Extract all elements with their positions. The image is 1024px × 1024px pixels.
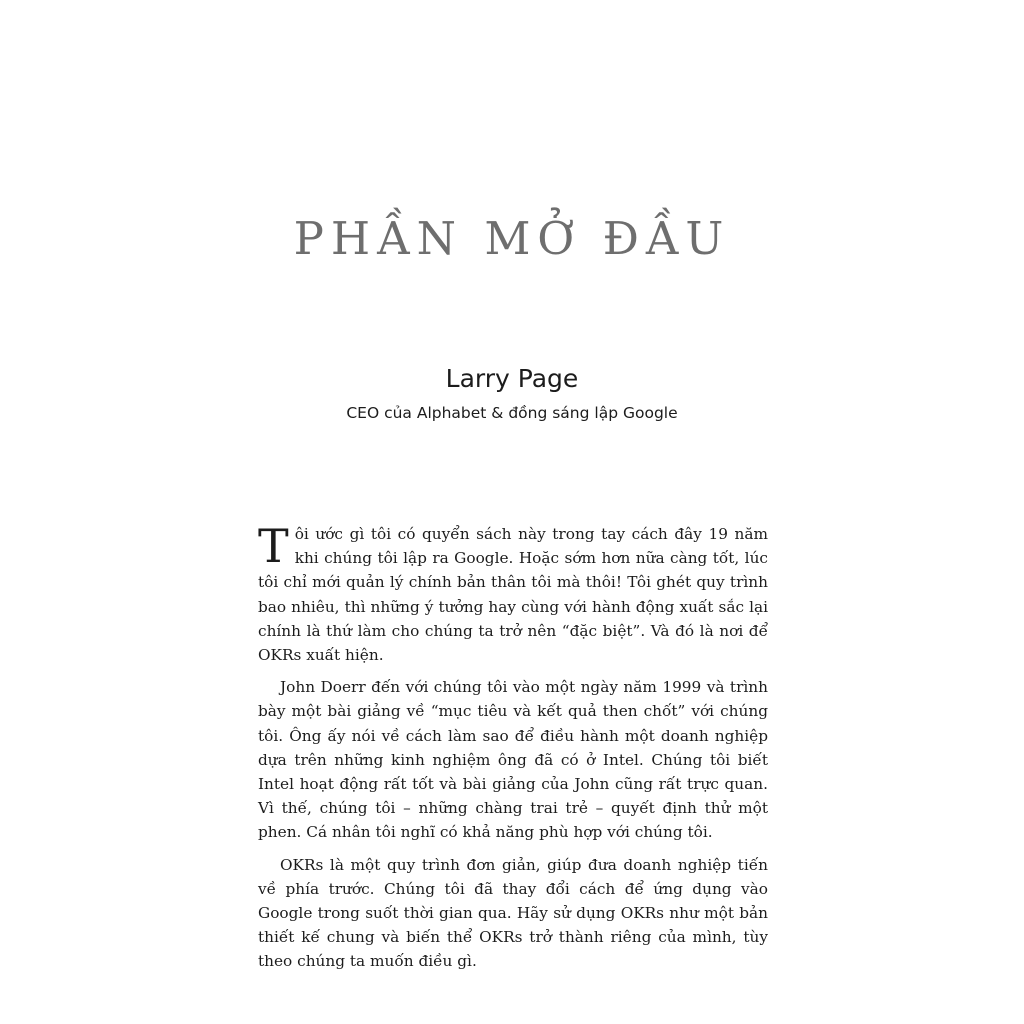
paragraph-1-text: ôi ước gì tôi có quyển sách này trong tay cách đây 19 năm khi chúng tôi lập ra Google. Hoặc sớm hơn nữa càng tốt, lúc tôi chỉ mới quản lý chính bản thân tôi mà thôi! Tôi ghét quy trình bao nhiêu, thì những ý tưởng hay cùng với hành động xuất sắc lại chính là thứ làm cho chúng ta trở nên “đặc biệt”. Và đó là nơi để OKRs xuất hiện. bbox=[258, 525, 768, 665]
drop-cap: T bbox=[258, 519, 289, 573]
paragraph-3: OKRs là một quy trình đơn giản, giúp đưa doanh nghiệp tiến về phía trước. Chúng tôi đã thay đổi cách để ứng dụng vào Google trong suốt thời gian qua. Hãy sử dụng OKRs như một bản thiết kế chung và biến thể OKRs trở thành riêng của mình, tùy theo chúng ta muốn điều gì. bbox=[258, 855, 768, 971]
body-text bbox=[258, 519, 768, 982]
author-role: CEO của Alphabet & đồng sáng lập Google bbox=[346, 404, 678, 422]
paragraph-2: John Doerr đến với chúng tôi vào một ngày năm 1999 và trình bày một bài giảng về “mục tiêu và kết quả then chốt” với chúng tôi. Ông ấy nói về cách làm sao để điều hành một doanh nghiệp dựa trên những kinh nghiệm ông đã có ở Intel. Chúng tôi biết Intel hoạt động rất tốt và bài giảng của John cũng rất trực quan. Vì thế, chúng tôi – những chàng trai trẻ – quyết định thử một phen. Cá nhân tôi nghĩ có khả năng phù hợp với chúng tôi. bbox=[258, 678, 768, 842]
author-name: Larry Page bbox=[445, 364, 579, 393]
chapter-title: PHẦN MỞ ĐẦU bbox=[293, 212, 731, 265]
paragraph-1 bbox=[258, 519, 768, 667]
